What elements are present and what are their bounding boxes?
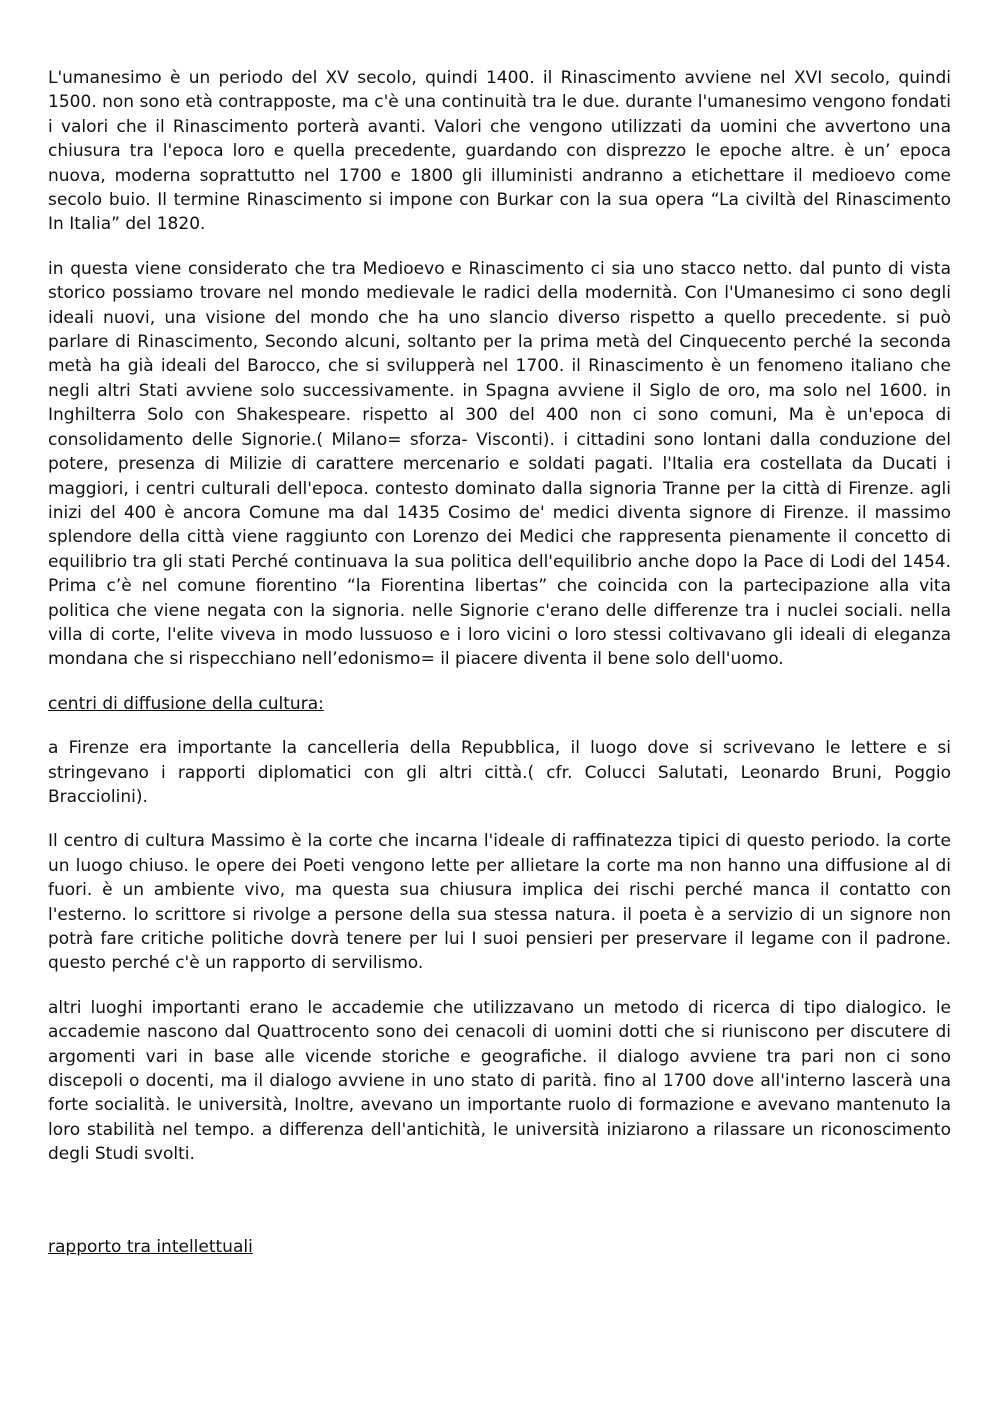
section-heading-centri-diffusione: centri di diffusione della cultura:: [48, 693, 324, 714]
blank-space: [48, 1187, 951, 1235]
paragraph-firenze-cancelleria: a Firenze era importante la cancelleria della Repubblica, il luogo dove si scrivevano le lettere e si stringevano i rapporti diplomatici con gli altri città.( cfr. Colucci Salutati, Leonardo Bruni, Poggio Bracciolini).: [48, 738, 951, 807]
paragraph-accademie: altri luoghi importanti erano le accademie che utilizzavano un metodo di ricerca di tipo dialogico. le accademie nascono dal Quattrocento sono dei cenacoli di uomini dotti che si riuniscono per discutere di argomenti vari in base alle vicende storiche e geografiche. il dialogo avviene tra pari non ci sono discepoli o docenti, ma il dialogo avviene in uno stato di parità. fino al 1700 dove all'interno lascerà una forte socialità. le università, Inoltre, avevano un importante ruolo di formazione e avevano mantenuto la loro stabilità nel tempo. a differenza dell'antichità, le università iniziarono a rilassare un riconoscimento degli Studi svolti.: [48, 997, 951, 1165]
paragraph-corte: Il centro di cultura Massimo è la corte che incarna l'ideale di raffinatezza tipici di questo periodo. la corte un luogo chiuso. le opere dei Poeti vengono lette per allietare la corte ma non hanno una diffusione al di fuori. è un ambiente vivo, ma questa sua chiusura implica dei rischi perché manca il contatto con l'esterno. lo scrittore si rivolge a persone della sua stessa natura. il poeta è a servizio di un signore non potrà fare critiche politiche dovrà tenere per lui I suoi pensieri per preservare il legame con il padrone. questo perché c'è un rapporto di servilismo.: [48, 831, 951, 974]
paragraph-medioevo-rinascimento: in questa viene considerato che tra Medioevo e Rinascimento ci sia uno stacco netto. dal punto di vista storico possiamo trovare nel mondo medievale le radici della modernità. Con l'Umanesimo ci sono degli ideali nuovi, una visione del mondo che ha uno slancio diverso rispetto a quello precedente. si può parlare di Rinascimento, Secondo alcuni, soltanto per la prima metà del Cinquecento perché la seconda metà ha già ideali del Barocco, che si svilupperà nel 1700. il Rinascimento è un fenomeno italiano che negli altri Stati avviene solo successivamente. in Spagna avviene il Siglo de oro, ma solo nel 1600. in Inghilterra Solo con Shakespeare. rispetto al 300 del 400 non ci sono comuni, Ma è un'epoca di consolidamento delle Signorie.( Milano= sforza- Visconti). i cittadini sono lontani dalla conduzione del potere, presenza di Milizie di carattere mercenario e soldati pagati. l'Italia era costellata da Ducati i maggiori, i centri culturali dell'epoca. contesto dominato dalla signoria Tranne per la città di Firenze. agli inizi del 400 è ancora Comune ma dal 1435 Cosimo de' medici diventa signore di Firenze. il massimo splendore della città viene raggiunto con Lorenzo dei Medici che rappresenta pienamente il concetto di equilibrio tra gli stati Perché continuava la sua politica dell'equilibrio anche dopo la Pace di Lodi del 1454. Prima c’è nel comune fiorentino “la Fiorentina libertas” che coincida con la partecipazione alla vita politica che viene negata con la signoria. nelle Signorie c'erano delle differenze tra i nuclei sociali. nella villa di corte, l'elite viveva in modo lussuoso e i loro vicini o loro stessi coltivavano gli ideali di eleganza mondana che si rispecchiano nell’edonismo= il piacere diventa il bene solo dell'uomo.: [48, 258, 951, 670]
section-heading-rapporto-intellettuali: rapporto tra intellettuali: [48, 1236, 253, 1257]
paragraph-umanesimo-intro: L'umanesimo è un periodo del XV secolo, quindi 1400. il Rinascimento avviene nel XVI secolo, quindi 1500. non sono età contrapposte, ma c'è una continuità tra le due. durante l'umanesimo vengono fondati i valori che il Rinascimento porterà avanti. Valori che vengono utilizzati da uomini che avvertono una chiusura tra l'epoca loro e quella precedente, guardando con disprezzo le epoche altre. è un’ epoca nuova, moderna soprattutto nel 1700 e 1800 gli illuministi andranno a etichettare il medioevo come secolo buio. Il termine Rinascimento si impone con Burkar con la sua opera “La civiltà del Rinascimento In Italia” del 1820.: [48, 68, 951, 235]
document-page: [48, 66, 951, 1279]
